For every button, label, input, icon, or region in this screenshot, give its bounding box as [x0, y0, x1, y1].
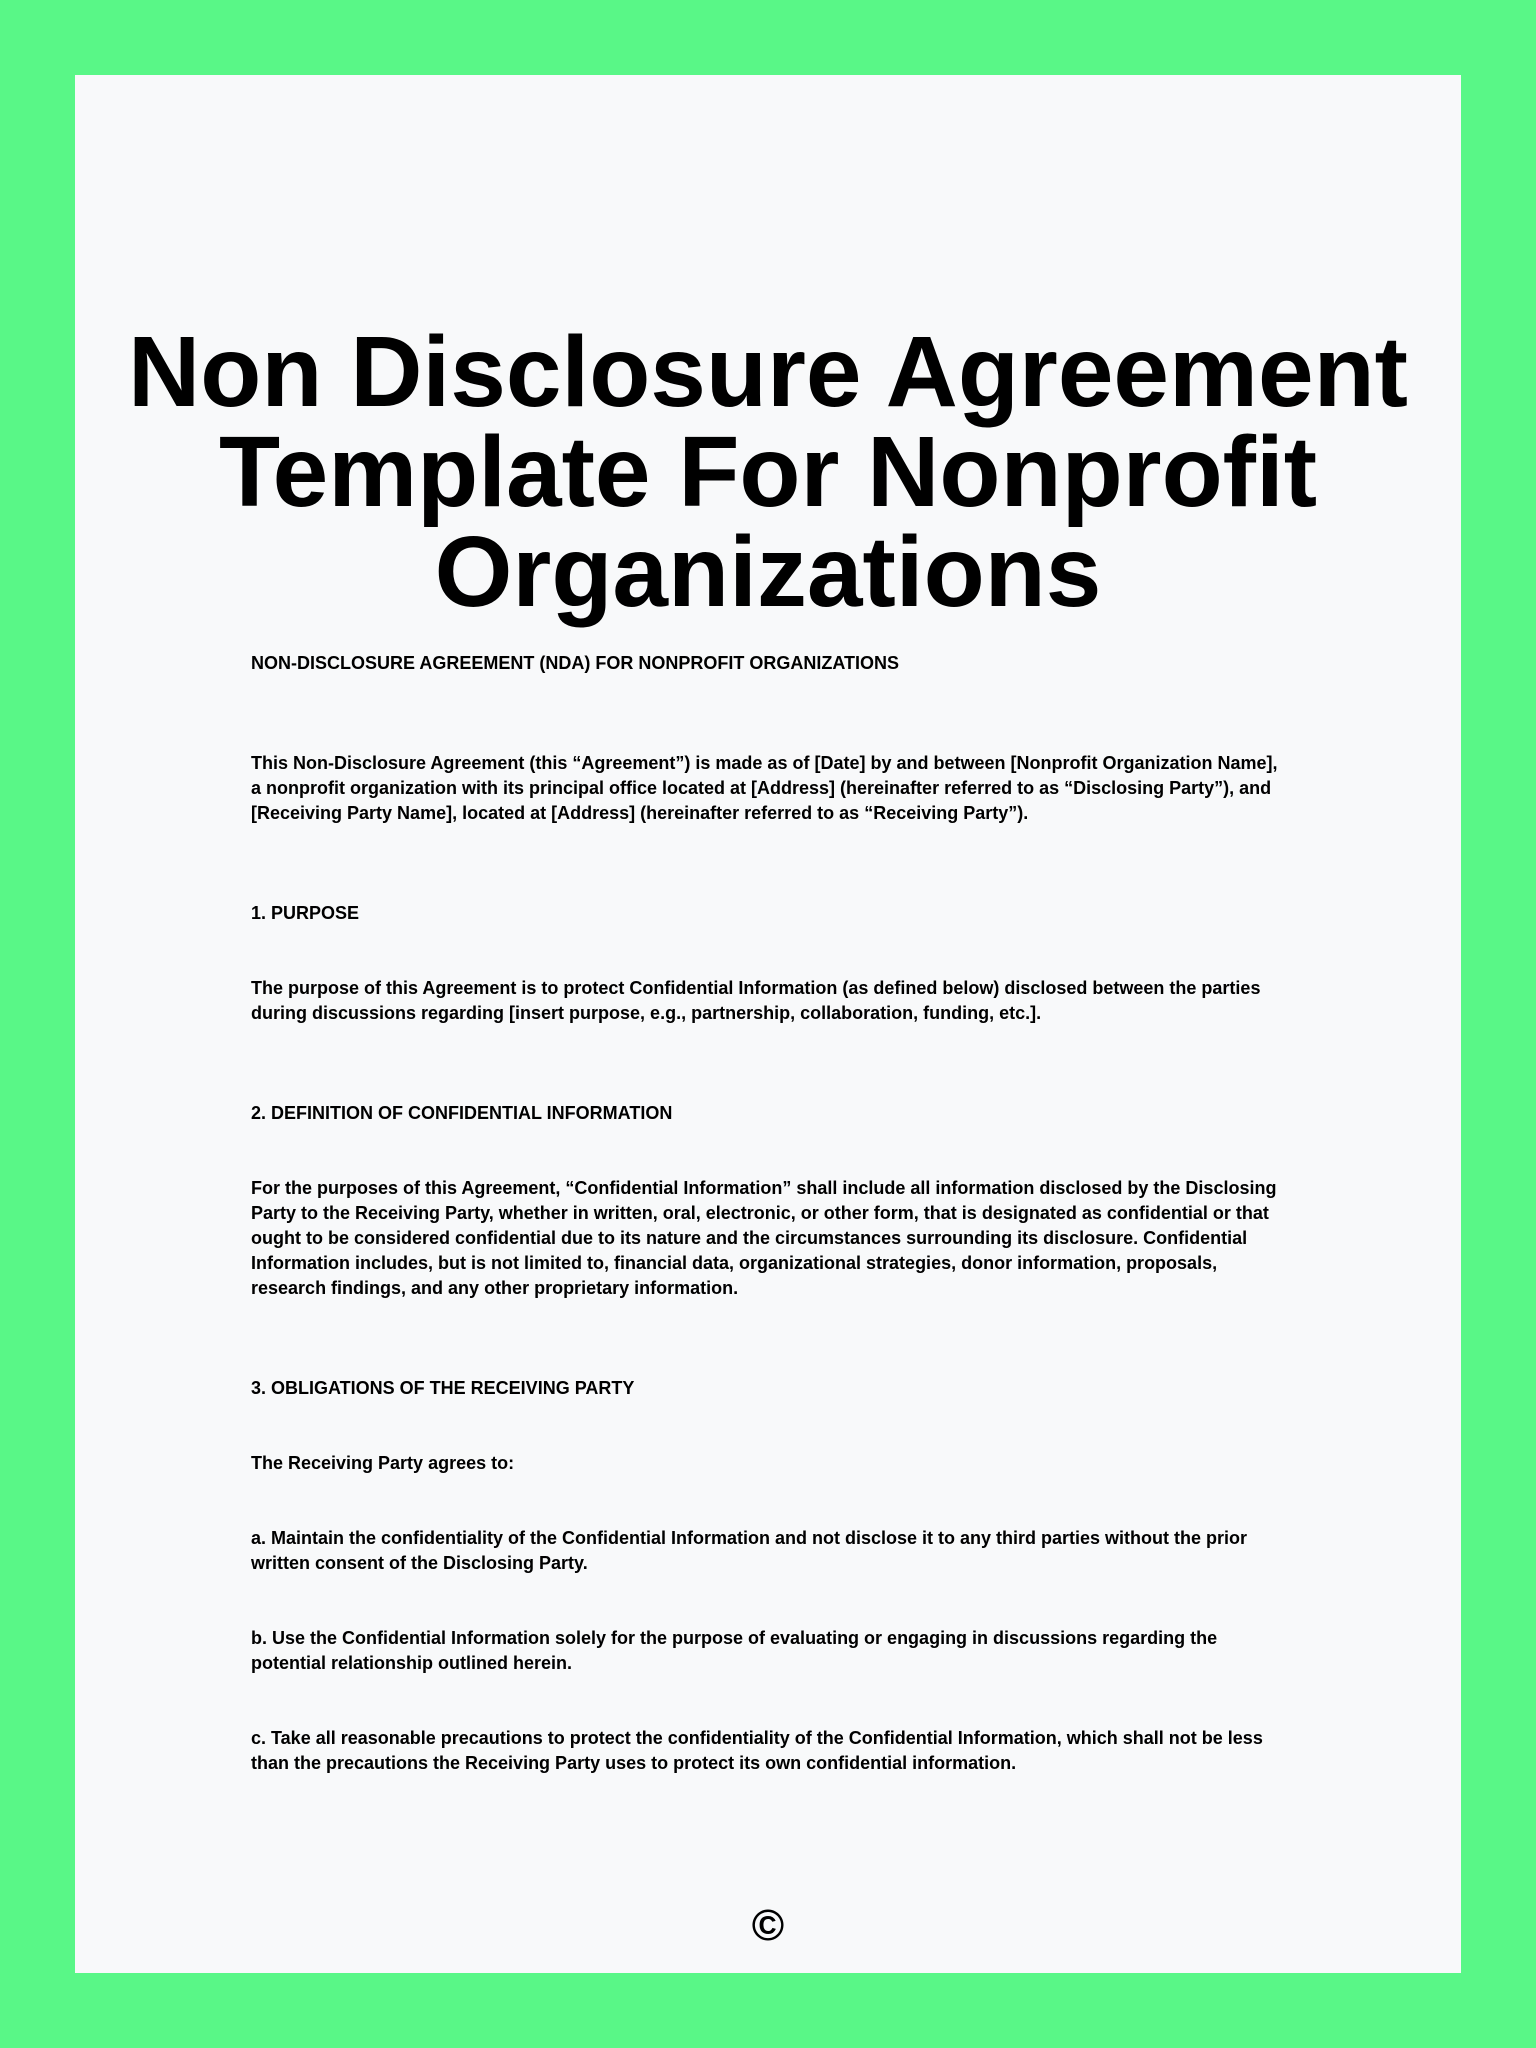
section-paragraph: For the purposes of this Agreement, “Confidential Information” shall include all information disclosed by the Disclosing Party to the Receiving Party, whether in written, oral, electronic, or other form, that is designated as confidential or that ought to be considered confidential due to its nature and the circumstances surrounding its disclosure. Confidential Information includes, but is not limited to, financial data, organizational strategies, donor information, proposals, research findings, and any other proprietary information.	[251, 1178, 1277, 1298]
title-line: Non Disclosure Agreement	[128, 316, 1408, 428]
section-heading-definition: 2. DEFINITION OF CONFIDENTIAL INFORMATION	[251, 1103, 673, 1123]
title-line: Organizations	[434, 516, 1102, 628]
section-paragraph: The Receiving Party agrees to:	[251, 1453, 515, 1473]
intro-paragraph: This Non-Disclosure Agreement (this “Agreement”) is made as of [Date] by and between [Nonprofit Organization Name], a nonprofit organization with its principal office located at [Address] (hereinafter referred to as “Disclosing Party”), and [Receiving Party Name], located at [Address] (hereinafter referred to as “Receiving Party”).	[251, 753, 1278, 823]
page-title	[75, 316, 1461, 628]
section-paragraph: The purpose of this Agreement is to protect Confidential Information (as defined below) disclosed between the parties during discussions regarding [insert purpose, e.g., partnership, collaboration, funding, etc.].	[251, 978, 1261, 1023]
title-line: Template For Nonprofit	[218, 416, 1318, 528]
copyright-icon: ©	[751, 1901, 785, 1950]
document-heading: NON-DISCLOSURE AGREEMENT (NDA) FOR NONPROFIT ORGANIZATIONS	[251, 653, 899, 673]
section-heading-obligations: 3. OBLIGATIONS OF THE RECEIVING PARTY	[251, 1378, 635, 1398]
obligation-item-c: c. Take all reasonable precautions to protect the confidentiality of the Confidential Information, which shall not be less than the precautions the Receiving Party uses to protect its own confidential information.	[251, 1728, 1263, 1773]
document-page	[75, 75, 1461, 1973]
obligation-item-b: b. Use the Confidential Information solely for the purpose of evaluating or engaging in discussions regarding the potential relationship outlined herein.	[251, 1628, 1218, 1673]
document-body	[251, 651, 1291, 1776]
section-heading-purpose: 1. PURPOSE	[251, 903, 360, 923]
obligation-item-a: a. Maintain the confidentiality of the Confidential Information and not disclose it to any third parties without the prior written consent of the Disclosing Party.	[251, 1528, 1248, 1573]
